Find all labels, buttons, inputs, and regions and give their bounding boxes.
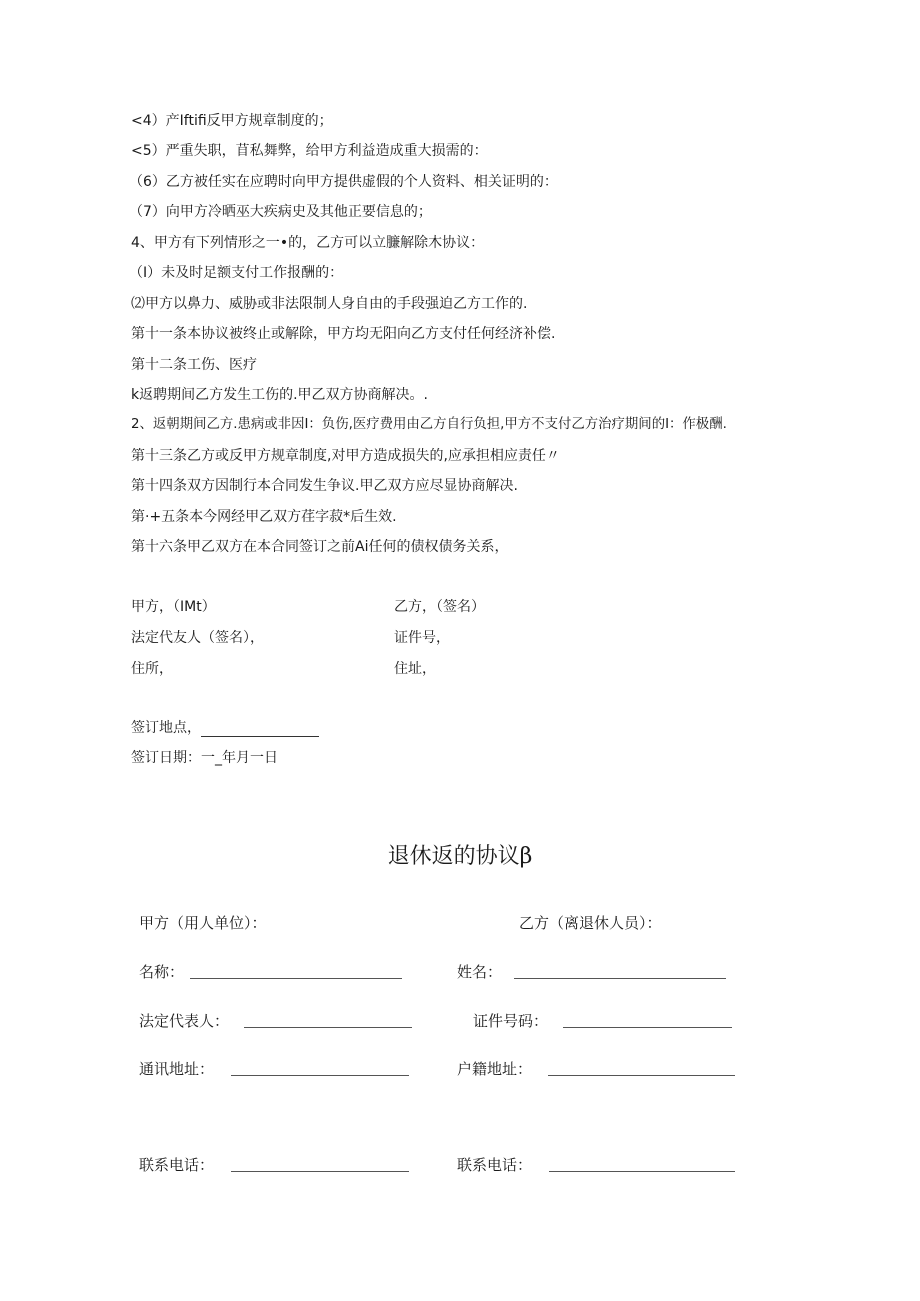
clause-line: 第十一条本协议被终止或解除，甲方均无阳向乙方支付任何经济补偿.	[131, 326, 556, 342]
clause-line: （I）未及时足额支付工作报酬的：	[129, 265, 344, 281]
party-b-header: 乙方（离退休人员）：	[519, 914, 662, 932]
clause-line: <5）严重失职，苜私舞弊，给甲方利益造成重大损需的：	[131, 143, 488, 159]
company-name-label: 名称：	[139, 963, 185, 981]
sign-date-label: 签订日期：一_年月一日	[131, 750, 278, 766]
clause-line: 第十四条双方因制行本合同发生争议.甲乙双方应尽显协商解决.	[131, 478, 518, 494]
clause-line: k返聘期间乙方发生工伤的.甲乙双方协商解决。.	[131, 387, 429, 403]
person-name-label: 姓名：	[457, 963, 503, 981]
company-name-blank	[190, 978, 402, 979]
mailing-address-blank	[231, 1075, 409, 1076]
phone-b-label: 联系电话：	[457, 1156, 533, 1174]
clause-line: （7）向甲方冷晒巫大疾病史及其他正要信息的；	[129, 204, 432, 220]
id-number-field-label: 证件号码：	[473, 1012, 549, 1030]
phone-a-label: 联系电话：	[139, 1156, 215, 1174]
sign-place-blank	[201, 722, 319, 737]
household-address-label: 户籍地址：	[457, 1060, 533, 1078]
clause-line: 第十三条乙方或反甲方规章制度,对甲方造成损失的,应承担相应责任〃	[131, 448, 560, 464]
person-name-blank	[514, 978, 726, 979]
clause-line: 2、返朝期间乙方.患病或非因I：负伤,医疗费用由乙方自行负担,甲方不支付乙方治疗期间的I：作极酬.	[131, 417, 727, 432]
legal-rep-signature-label: 法定代友人（签名），	[131, 630, 264, 646]
phone-b-blank	[549, 1171, 735, 1172]
household-address-blank	[548, 1075, 735, 1076]
phone-a-blank	[231, 1171, 409, 1172]
legal-rep-blank	[244, 1027, 412, 1028]
legal-rep-label: 法定代表人：	[139, 1012, 230, 1030]
clause-line: 第十六条甲乙双方在本合同签订之前Ai任何的债权债务关系，	[131, 539, 509, 555]
residence-b-label: 住址，	[394, 661, 436, 677]
clause-line: <4）产Iftifi反甲方规章制度的；	[131, 113, 333, 129]
party-a-header: 甲方（用人单位）：	[139, 914, 267, 932]
id-number-blank	[563, 1027, 732, 1028]
residence-a-label: 住所，	[131, 661, 173, 677]
party-b-signature-label: 乙方，（签名）	[394, 599, 485, 615]
clause-line: ⑵甲方以鼻力、威胁或非法限制人身自由的手段强迫乙方工作的.	[131, 296, 528, 312]
mailing-address-label: 通讯地址：	[139, 1060, 215, 1078]
sign-place-label: 签订地点，	[131, 720, 201, 736]
agreement-title: 退休返的协议β	[387, 844, 533, 869]
clause-line: 4、甲方有下列情形之一•的，乙方可以立臁解除木协议：	[131, 235, 485, 251]
party-a-signature-label: 甲方，（IMt）	[131, 599, 216, 615]
clause-line: （6）乙方被任实在应聘时向甲方提供虚假的个人资料、相关证明的：	[129, 174, 558, 190]
id-number-label: 证件号，	[394, 630, 450, 646]
clause-line: 第·+五条本今网经甲乙双方荏字菽*后生效.	[131, 509, 397, 525]
clause-line: 第十二条工伤、医疗	[131, 357, 257, 373]
sign-place-row	[131, 719, 319, 737]
